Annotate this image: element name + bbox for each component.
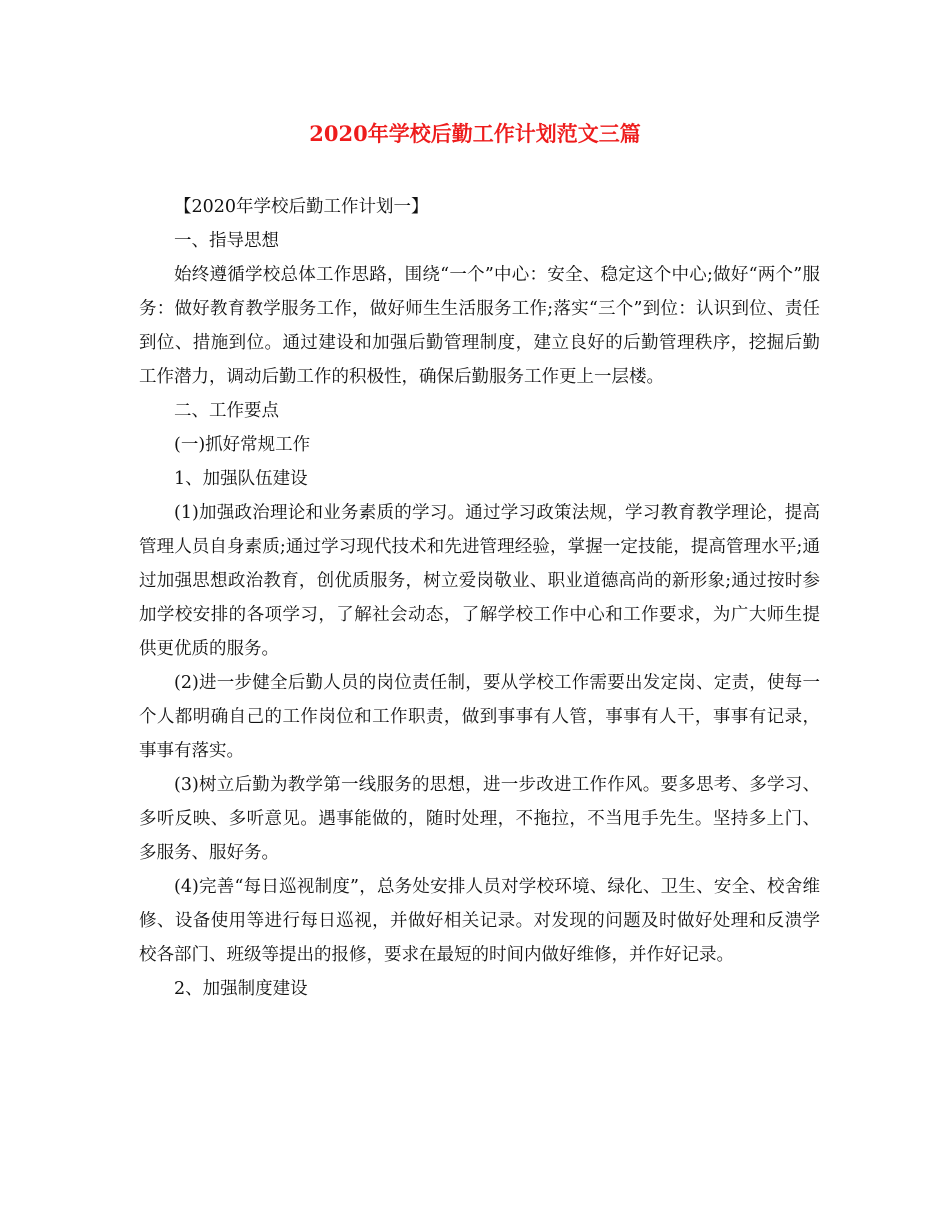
body-paragraph: (3)树立后勤为教学第一线服务的思想，进一步改进工作作风。要多思考、多学习、多听反映、多听意见。遇事能做的，随时处理，不拖拉，不当甩手先生。坚持多上门、多服务、服好务。 (139, 775, 820, 863)
document-body (139, 190, 820, 1006)
document-title: 2020年学校后勤工作计划范文三篇 (309, 121, 641, 146)
section-heading: 【2020年学校后勤工作计划一】 (174, 197, 429, 217)
subsection-heading: 一、指导思想 (174, 231, 279, 251)
subsection-heading: (一)抓好常规工作 (174, 435, 311, 455)
body-paragraph: (2)进一步健全后勤人员的岗位责任制，要从学校工作需要出发定岗、定责，使每一个人都明确自己的工作岗位和工作职责，做到事事有人管，事事有人干，事事有记录，事事有落实。 (139, 673, 820, 761)
body-paragraph: 始终遵循学校总体工作思路，围绕“一个”中心：安全、稳定这个中心;做好“两个”服务：做好教育教学服务工作，做好师生生活服务工作;落实“三个”到位：认识到位、责任到位、措施到位。通过建设和加强后勤管理制度，建立良好的后勤管理秩序，挖掘后勤工作潜力，调动后勤工作的积极性，确保后勤服务工作更上一层楼。 (139, 265, 820, 387)
subsection-heading: 2、加强制度建设 (174, 979, 308, 999)
body-paragraph: (4)完善“每日巡视制度”，总务处安排人员对学校环境、绿化、卫生、安全、校舍维修、设备使用等进行每日巡视，并做好相关记录。对发现的问题及时做好处理和反溃学校各部门、班级等提出的报修，要求在最短的时间内做好维修，并作好记录。 (139, 877, 820, 965)
subsection-heading: 1、加强队伍建设 (174, 469, 308, 489)
subsection-heading: 二、工作要点 (174, 401, 279, 421)
body-paragraph: (1)加强政治理论和业务素质的学习。通过学习政策法规，学习教育教学理论，提高管理人员自身素质;通过学习现代技术和先进管理经验，掌握一定技能，提高管理水平;通过加强思想政治教育，创优质服务，树立爱岗敬业、职业道德高尚的新形象;通过按时参加学校安排的各项学习，了解社会动态，了解学校工作中心和工作要求，为广大师生提供更优质的服务。 (139, 503, 820, 659)
